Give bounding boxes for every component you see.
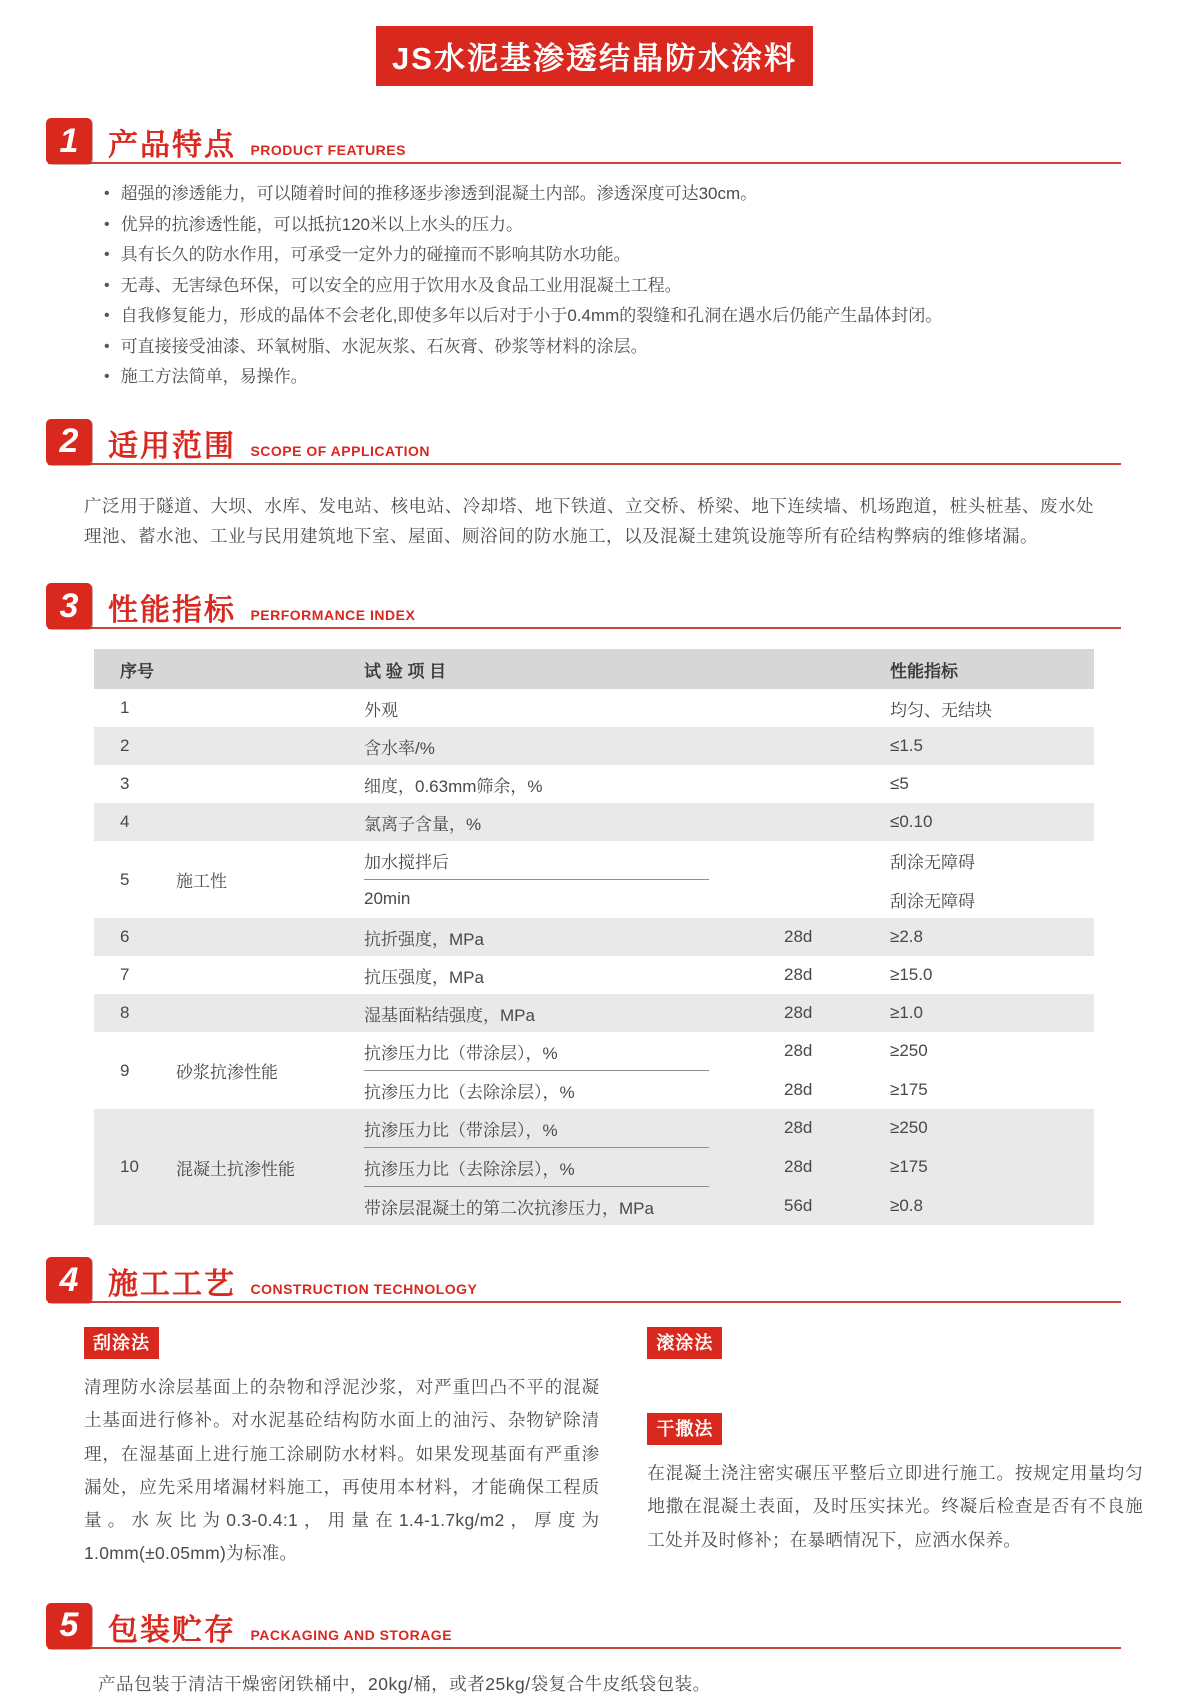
cell-no: 9 bbox=[120, 1060, 130, 1080]
section-title-en: PRODUCT FEATURES bbox=[250, 142, 406, 158]
section-rule bbox=[48, 627, 1121, 629]
cell-item: 氯离子含量，% bbox=[364, 814, 482, 834]
table-row bbox=[94, 841, 1094, 918]
section-titles bbox=[108, 421, 430, 465]
list-item bbox=[104, 276, 1143, 296]
cell-value: 刮涂无障碍 bbox=[890, 891, 975, 911]
section-title-cn: 包装贮存 bbox=[108, 1613, 236, 1647]
cell-age: 28d bbox=[784, 927, 813, 947]
cell-group bbox=[176, 994, 364, 1032]
dry-method-text: 在混凝土浇注密实碾压平整后立即进行施工。按规定用量均匀地撒在混凝土表面，及时压实抹光。终凝后检查是否有不良施工处并及时修补；在暴晒情况下，应洒水保养。 bbox=[647, 1463, 1143, 1550]
section-header-scope bbox=[46, 419, 1143, 469]
bullet-icon: • bbox=[104, 337, 110, 355]
table-row bbox=[94, 727, 1094, 765]
section-titles bbox=[108, 120, 406, 164]
cell-no: 6 bbox=[120, 927, 130, 947]
cell-group bbox=[176, 727, 364, 765]
packaging-text: 产品包装于清洁干燥密闭铁桶中，20kg/桶，或者25kg/袋复合牛皮纸袋包装。 bbox=[98, 1673, 711, 1694]
feature-text: 具有长久的防水作用，可承受一定外力的碰撞而不影响其防水功能。 bbox=[120, 245, 631, 265]
list-item bbox=[104, 215, 1143, 235]
cell-item: 抗渗压力比（去除涂层），% bbox=[364, 1082, 575, 1102]
cell-age: 28d bbox=[784, 1003, 813, 1023]
cell-item: 20min bbox=[364, 889, 411, 909]
performance-table bbox=[94, 649, 1094, 1225]
section-header-packaging bbox=[46, 1603, 1143, 1653]
list-item bbox=[104, 306, 1143, 326]
cell-group bbox=[176, 956, 364, 994]
bullet-icon: • bbox=[104, 276, 110, 294]
section-title-cn: 适用范围 bbox=[108, 429, 236, 463]
cell-item: 抗渗压力比（带涂层），% bbox=[364, 1120, 558, 1140]
section-number-2: 2 bbox=[46, 419, 92, 465]
product-title: JS水泥基渗透结晶防水涂料 bbox=[376, 26, 813, 86]
table-row bbox=[94, 765, 1094, 803]
cell-age: 28d bbox=[784, 1041, 813, 1061]
cell-value: ≥0.8 bbox=[890, 1196, 923, 1216]
cell-item: 抗折强度，MPa bbox=[364, 929, 484, 949]
table-row bbox=[94, 1032, 1094, 1109]
cell-no: 1 bbox=[120, 698, 130, 718]
cell-no: 8 bbox=[120, 1003, 130, 1023]
section-title-en: PACKAGING AND STORAGE bbox=[250, 1626, 453, 1643]
table-header-row bbox=[94, 649, 1094, 689]
scrape-method-column bbox=[84, 1327, 599, 1571]
construction-columns bbox=[84, 1327, 1143, 1571]
scrape-method-text: 清理防水涂层基面上的杂物和浮泥沙浆，对严重凹凸不平的混凝土基面进行修补。对水泥基砼结构防水面上的油污、杂物铲除清理，在湿基面上进行施工涂刷防水材料。如果发现基面有严重渗漏处，应先采用堵漏材料施工，再使用本材料，才能确保工程质量。水灰比为0.3-0.4:1，用量在1.4-1.7kg/m2，厚度为1.0mm(±0.05mm)为标准。 bbox=[84, 1377, 600, 1564]
cell-value: ≥2.8 bbox=[890, 927, 923, 947]
cell-no: 5 bbox=[120, 869, 130, 889]
table-row bbox=[94, 689, 1094, 727]
banner-wrap bbox=[46, 26, 1143, 86]
cell-value: ≥175 bbox=[890, 1080, 928, 1100]
cell-item: 外观 bbox=[364, 700, 398, 720]
cell-item: 抗渗压力比（去除涂层），% bbox=[364, 1159, 575, 1179]
bullet-icon: • bbox=[104, 246, 110, 264]
section-number-5: 5 bbox=[46, 1603, 92, 1649]
section-title-cn: 产品特点 bbox=[108, 129, 236, 162]
header-group bbox=[176, 649, 364, 689]
cell-value: ≤1.5 bbox=[890, 736, 923, 756]
cell-no: 7 bbox=[120, 965, 130, 985]
cell-item: 细度，0.63mm筛余，% bbox=[364, 776, 543, 796]
cell-no: 4 bbox=[120, 812, 130, 832]
cell-value: ≥250 bbox=[890, 1041, 928, 1061]
header-item: 试 验 项 目 bbox=[364, 661, 447, 681]
section-titles bbox=[108, 1605, 452, 1649]
cell-item: 带涂层混凝土的第二次抗渗压力，MPa bbox=[364, 1198, 654, 1218]
section-number-1: 1 bbox=[46, 118, 92, 164]
section-rule bbox=[48, 1301, 1121, 1303]
section-title-cn: 施工工艺 bbox=[108, 1268, 236, 1302]
cell-item: 抗渗压力比（带涂层），% bbox=[364, 1043, 558, 1063]
cell-value: ≤0.10 bbox=[890, 812, 933, 832]
cell-group bbox=[176, 803, 364, 841]
spacer bbox=[647, 1359, 1143, 1413]
section-number-3: 3 bbox=[46, 583, 92, 629]
cell-item: 湿基面粘结强度，MPa bbox=[364, 1005, 535, 1025]
scope-paragraph: 广泛用于隧道、大坝、水库、发电站、核电站、冷却塔、地下铁道、立交桥、桥梁、地下连续墙、机场跑道，桩头桩基、废水处理池、蓄水池、工业与民用建筑地下室、屋面、厕浴间的防水施工，以及混凝土建筑设施等所有砼结构弊病的维修堵漏。 bbox=[84, 495, 1094, 546]
section-rule bbox=[48, 162, 1121, 164]
feature-text: 无毒、无害绿色环保，可以安全的应用于饮用水及食品工业用混凝土工程。 bbox=[120, 275, 682, 295]
scrape-method-badge: 刮涂法 bbox=[84, 1327, 159, 1359]
feature-list bbox=[104, 184, 1143, 387]
section-header-construction bbox=[46, 1257, 1143, 1307]
feature-text: 可直接接受油漆、环氧树脂、水泥灰浆、石灰膏、砂浆等材料的涂层。 bbox=[120, 336, 648, 356]
list-item bbox=[104, 184, 1143, 204]
section-rule bbox=[48, 1647, 1121, 1649]
cell-group: 砂浆抗渗性能 bbox=[176, 1063, 278, 1083]
section-number-4: 4 bbox=[46, 1257, 92, 1303]
cell-age: 28d bbox=[784, 965, 813, 985]
section-title-en: CONSTRUCTION TECHNOLOGY bbox=[250, 1281, 478, 1298]
cell-age: 28d bbox=[784, 1080, 813, 1100]
cell-group: 混凝土抗渗性能 bbox=[176, 1159, 295, 1179]
cell-value: ≥1.0 bbox=[890, 1003, 923, 1023]
section-header-performance bbox=[46, 583, 1143, 633]
cell-item: 加水搅拌后 bbox=[364, 852, 449, 872]
cell-age: 28d bbox=[784, 1118, 813, 1138]
bullet-icon: • bbox=[104, 307, 110, 325]
cell-item: 抗压强度，MPa bbox=[364, 967, 484, 987]
cell-no: 3 bbox=[120, 774, 130, 794]
dry-method-badge: 干撒法 bbox=[647, 1413, 722, 1445]
cell-value: 均匀、无结块 bbox=[890, 700, 992, 720]
section-header-features bbox=[46, 118, 1143, 168]
cell-group bbox=[176, 765, 364, 803]
section-titles bbox=[108, 585, 415, 629]
table-row bbox=[94, 994, 1094, 1032]
section-title-en: SCOPE OF APPLICATION bbox=[250, 442, 431, 459]
cell-age: 56d bbox=[784, 1196, 813, 1216]
feature-text: 自我修复能力，形成的晶体不会老化,即使多年以后对于小于0.4mm的裂缝和孔洞在遇水后仍能产生晶体封闭。 bbox=[120, 306, 943, 326]
header-index: 性能指标 bbox=[890, 661, 958, 681]
bullet-icon: • bbox=[104, 368, 110, 386]
cell-value: ≥15.0 bbox=[890, 965, 933, 985]
section-rule bbox=[48, 463, 1121, 465]
cell-no: 10 bbox=[120, 1157, 139, 1177]
list-item bbox=[104, 337, 1143, 357]
table-row bbox=[94, 803, 1094, 841]
section-title-cn: 性能指标 bbox=[108, 594, 236, 628]
cell-age: 28d bbox=[784, 1157, 813, 1177]
feature-text: 施工方法简单，易操作。 bbox=[120, 367, 308, 387]
roll-dry-method-column bbox=[647, 1327, 1143, 1571]
cell-no: 2 bbox=[120, 736, 130, 756]
table-row bbox=[94, 918, 1094, 956]
list-item bbox=[104, 245, 1143, 265]
bullet-icon: • bbox=[104, 215, 110, 233]
cell-value: ≥175 bbox=[890, 1157, 928, 1177]
cell-value: ≤5 bbox=[890, 774, 909, 794]
cell-group bbox=[176, 918, 364, 956]
feature-text: 超强的渗透能力，可以随着时间的推移逐步渗透到混凝土内部。渗透深度可达30cm。 bbox=[120, 184, 758, 203]
table-row bbox=[94, 1109, 1094, 1225]
cell-value: ≥250 bbox=[890, 1118, 928, 1138]
table-row bbox=[94, 956, 1094, 994]
feature-text: 优异的抗渗透性能，可以抵抗120米以上水头的压力。 bbox=[120, 214, 523, 234]
cell-item: 含水率/% bbox=[364, 738, 435, 758]
section-title-en: PERFORMANCE INDEX bbox=[250, 607, 416, 624]
roll-method-badge: 滚涂法 bbox=[647, 1327, 722, 1359]
header-no: 序号 bbox=[120, 661, 154, 681]
bullet-icon: • bbox=[104, 185, 110, 202]
cell-group bbox=[176, 689, 364, 727]
section-titles bbox=[108, 1259, 477, 1303]
list-item bbox=[104, 367, 1143, 387]
cell-group: 施工性 bbox=[176, 872, 227, 892]
cell-value: 刮涂无障碍 bbox=[890, 852, 975, 872]
